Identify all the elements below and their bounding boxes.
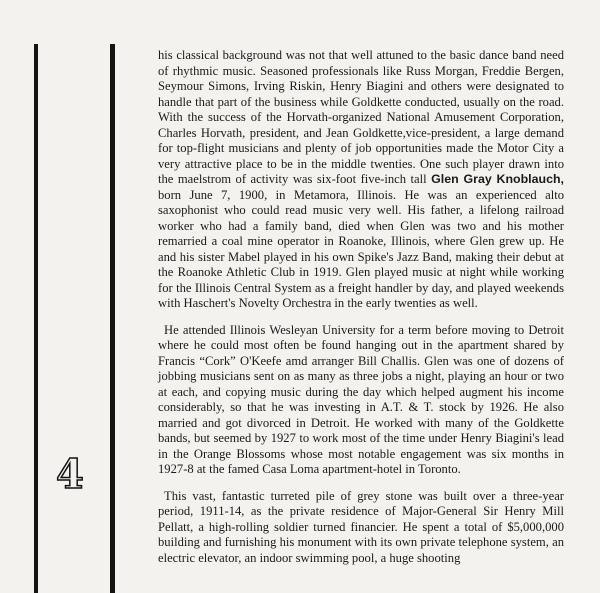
right-margin-rule — [110, 44, 115, 593]
left-margin-rule — [34, 44, 38, 593]
paragraph-2: He attended Illinois Wesleyan University for a term before moving to Detroit where he could most often be found hanging out in the apartment shared by Francis “Cork” O'Keefe amd arranger Bill Challis. Glen was one of dozens of jobbing musicians sent on as many as three jobs a night, playing an hour or two at each, and copying music during the day which helped augment his income considerably, so that he was investing in A.T. & T. stock by 1926. He also married and got divorced in Detroit. He worked with many of the Goldkette bands, but seemed by 1927 to work most of the time under Henry Biagini's lead in the Orange Blossoms whose most notable engagement was six months in 1927-8 at the famed Casa Loma apartment-hotel in Toronto. — [158, 322, 564, 476]
body-text — [158, 48, 564, 577]
paragraph-1-rest: born June 7, 1900, in Metamora, Illinois. He was an experienced alto saxophonist who could read music very well. His father, a lifelong railroad worker who had a family band, died when Glen was two and his mother remarried a coal mine operator in Roanoke, Illinois, where Glen grew up. He and his sister Mabel played in his own Spike's Jazz Band, making their debut at the Roanoke Athletic Club in 1919. Glen played music at night while working for the Illinois Central System as a freight handler by day, and played weekends with Haschert's Novelty Orchestra in the early twenties as well. — [158, 187, 564, 310]
paragraph-1-lead: his classical background was not that well attuned to the basic dance band need of rhythmic music. Seasoned professionals like Russ Morgan, Freddie Bergen, Seymour Simons, Irving Riskin, Henry Biagini and others were designated to handle that part of the business while Goldkette conducted, usually on the road. With the success of the Horvath-organized National Amusement Corporation, Charles Horvath, president, and Jean Goldkette,vice-president, a large demand for top-flight musicians and plenty of job opportunities made the Motor City a very attractive place to be in the middle twenties. One such player drawn into the maelstrom of activity was six-foot five-inch tall — [158, 48, 564, 186]
paragraph-3: This vast, fantastic turreted pile of grey stone was built over a three-year period, 1911-14, as the private residence of Major-General Sir Henry Mill Pellatt, a high-rolling soldier turned financier. He spent a total of $5,000,000 building and furnishing his monument with its own private telephone system, an electric elevator, an indoor swimming pool, a huge shooting — [158, 488, 564, 565]
paragraph-1 — [158, 48, 564, 312]
person-name-bold: Glen Gray Knoblauch, — [431, 172, 564, 186]
page-number: 4 — [56, 451, 84, 498]
